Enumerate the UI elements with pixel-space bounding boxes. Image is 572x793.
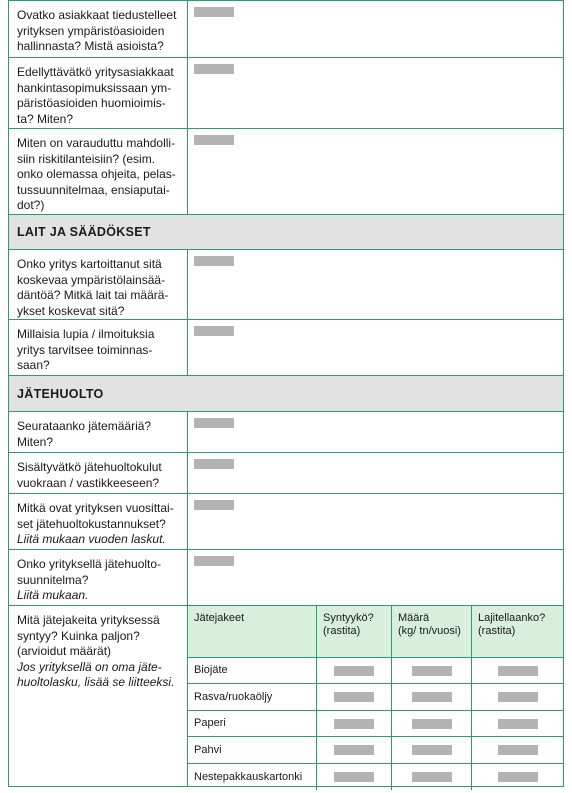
question-line: siin riskitilanteisiin? (esim. [17,151,156,166]
fraction-name [188,658,316,683]
generated-field[interactable] [334,666,374,676]
header-generated [316,606,391,657]
fraction-name [188,711,316,736]
question-line: Edellyttävätkö yritysasiakkaat [17,65,174,79]
question-line: päristöasioiden huomioimis- [17,96,166,110]
sorted-field[interactable] [498,666,538,676]
question-line: set jätehuoltokustannukset? [17,516,166,531]
question-text [8,412,188,452]
generated-cell[interactable] [316,684,391,710]
answer-field[interactable] [194,64,234,74]
question-text [8,606,188,786]
amount-cell[interactable] [391,737,471,763]
fraction-label: Rasva/ruokaöljy [194,690,273,703]
generated-field[interactable] [334,719,374,729]
question-line: dot?) [17,198,45,212]
sorted-cell[interactable] [471,764,563,790]
sorted-field[interactable] [498,719,538,729]
fraction-label: Paperi [194,717,226,729]
section-title: LAIT JA SÄÄDÖKSET [17,225,151,239]
question-text [8,129,188,214]
sorted-cell[interactable] [471,711,563,736]
question-line: hankintasopimuksissaan ym- [17,80,172,95]
answer-cell[interactable] [188,1,564,57]
fraction-label: Pahvi [194,743,222,756]
question-note: huoltolasku, lisää se liitteeksi. [17,675,175,689]
answer-field[interactable] [194,135,234,145]
question-line: hallinnasta? Mistä asioista? [17,39,164,53]
answer-cell[interactable] [188,129,564,214]
question-row [8,412,564,453]
question-line: onko olemassa ohjeita, pelas- [17,167,176,181]
question-line: Mitä jätejakeita yrityksessä [17,613,160,627]
question-text [8,550,188,605]
answer-field[interactable] [194,556,234,566]
question-line: Ovatko asiakkaat tiedustelleet [17,8,177,22]
answer-cell[interactable] [188,58,564,128]
question-line: (arvioidut määrät) [17,644,112,658]
fraction-name [188,684,316,710]
generated-cell[interactable] [316,737,391,763]
question-line: däntöä? Mitkä lait tai määrä- [17,288,169,302]
question-text [8,250,188,319]
generated-field[interactable] [334,692,374,702]
generated-field[interactable] [334,772,374,782]
header-amount [391,606,471,657]
question-line: vuokraan / vastikkeeseen? [17,475,160,490]
answer-cell[interactable] [188,550,564,605]
question-line: Onko yritys kartoittanut sitä [17,257,162,271]
question-row [8,550,564,606]
amount-field[interactable] [412,772,452,782]
question-note: Liitä mukaan. [17,588,89,602]
amount-cell[interactable] [391,658,471,683]
waste-table-row [188,764,563,790]
question-row [8,58,564,129]
answer-field[interactable] [194,500,234,510]
amount-field[interactable] [412,666,452,676]
header-line: Määrä [398,612,430,624]
answer-cell[interactable] [188,453,564,493]
answer-cell[interactable] [188,250,564,319]
generated-field[interactable] [334,745,374,755]
question-row [8,494,564,550]
header-line: Jätejakeet [194,612,245,624]
question-text [8,453,188,493]
question-line: Miten on varauduttu mahdolli- [17,136,176,150]
section-title: JÄTEHUOLTO [17,386,104,401]
question-text [8,1,188,57]
amount-field[interactable] [412,719,452,729]
question-line: Miten? [17,434,54,449]
header-sorted [471,606,563,657]
question-note: Jos yrityksellä on oma jäte- [17,659,162,674]
question-line: ykset koskevat sitä? [17,303,125,318]
question-row [8,0,564,58]
question-row [8,453,564,494]
fraction-label: Nestepakkauskartonki [194,770,303,783]
amount-cell[interactable] [391,711,471,736]
sorted-field[interactable] [498,772,538,782]
waste-table-row [188,658,563,684]
header-fraction [188,606,316,657]
waste-table-row [188,737,563,764]
amount-cell[interactable] [391,684,471,710]
question-line: Onko yrityksellä jätehuolto- [17,557,162,571]
header-line: (rastita) [323,625,361,637]
amount-field[interactable] [412,745,452,755]
question-line: saan? [17,358,50,372]
fraction-label: Biojäte [194,664,228,676]
generated-cell[interactable] [316,711,391,736]
question-text [8,494,188,549]
section-header-waste [8,376,564,412]
fraction-name [188,737,316,763]
waste-table [188,606,563,786]
question-note: Liitä mukaan vuoden laskut. [17,532,166,546]
section-header-laws [8,215,564,250]
answer-field[interactable] [194,7,234,17]
header-line: Syntyykö? [323,612,374,624]
sorted-field[interactable] [498,692,538,702]
question-line: Mitkä ovat yrityksen vuosittai- [17,501,174,515]
generated-cell[interactable] [316,658,391,683]
question-line: ta? Miten? [17,111,74,126]
question-row [8,250,564,320]
answer-field[interactable] [194,256,234,266]
sorted-field[interactable] [498,745,538,755]
question-text [8,320,188,375]
question-line: suunnitelma? [17,572,89,587]
waste-table-row [188,684,563,711]
header-line: Lajitellaanko? [478,612,546,624]
question-line: syntyy? Kuinka paljon? [17,628,140,643]
header-line: (rastita) [478,625,516,637]
question-line: yrityksen ympäristöasioiden [17,23,165,38]
answer-field[interactable] [194,326,234,336]
fraction-name [188,764,316,790]
answer-field[interactable] [194,459,234,469]
header-line: (kg/ tn/vuosi) [398,625,461,637]
generated-cell[interactable] [316,764,391,790]
question-row-waste-fractions [8,606,564,787]
answer-cell[interactable] [188,412,564,452]
sorted-cell[interactable] [471,737,563,763]
waste-table-cell [188,606,564,786]
amount-cell[interactable] [391,764,471,790]
question-row [8,129,564,215]
sorted-cell[interactable] [471,658,563,683]
waste-table-header [188,606,563,658]
question-line: koskevaa ympäristölainsää- [17,272,166,287]
amount-field[interactable] [412,692,452,702]
question-line: Seurataanko jätemääriä? [17,419,152,433]
waste-table-row [188,711,563,737]
answer-cell[interactable] [188,494,564,549]
question-line: tussuunnitelmaa, ensiaputai- [17,182,170,197]
question-text [8,58,188,128]
question-line: Sisältyvätkö jätehuoltokulut [17,460,162,474]
answer-cell[interactable] [188,320,564,375]
question-line: Millaisia lupia / ilmoituksia [17,327,155,341]
answer-field[interactable] [194,418,234,428]
environmental-questionnaire [8,0,564,787]
question-row [8,320,564,376]
question-line: yritys tarvitsee toiminnas- [17,342,153,357]
sorted-cell[interactable] [471,684,563,710]
